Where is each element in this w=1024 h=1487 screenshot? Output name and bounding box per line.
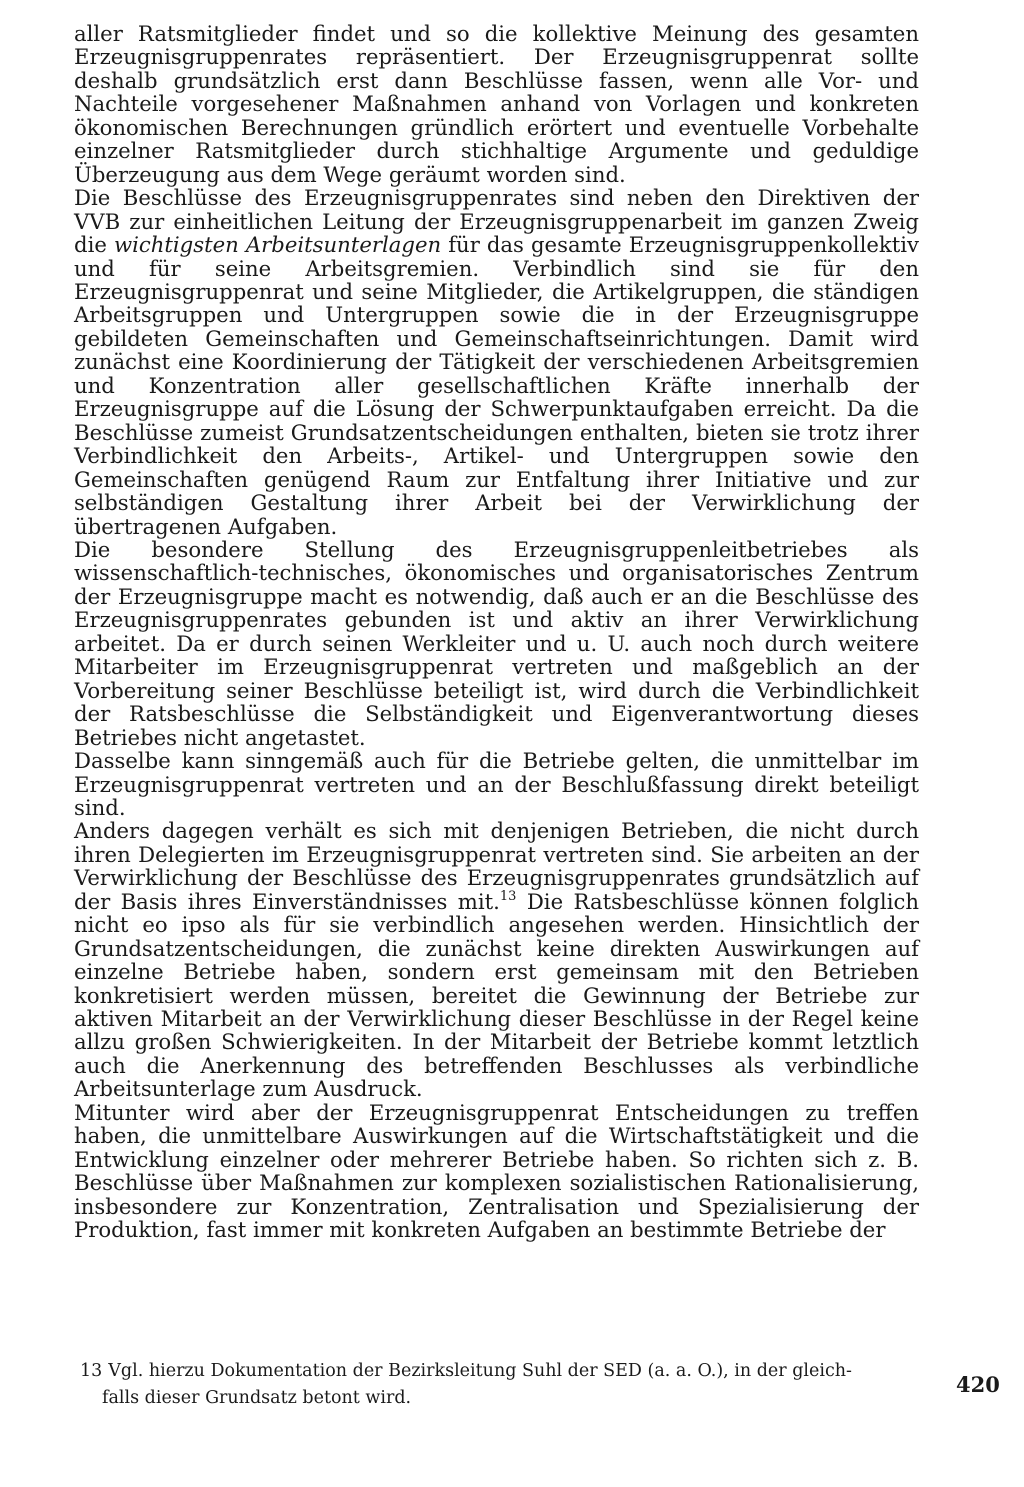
footnote-reference: 13 xyxy=(499,888,517,904)
paragraph-text: Mitunter wird aber der Erzeugnisgruppenrat Entscheidungen zu treffen haben, die unmittelbare Auswirkungen auf die Wirtschaftstätigkeit und die Entwicklung einzelner oder mehrerer Betriebe haben. So richten sich z. B. Beschlüsse über Maßnahmen zur komplexen sozialistischen Rationalisierung, insbesondere zur Konzentration, Zentralisation und Spezialisierung der Produktion, fast immer mit konkreten Aufgaben an bestimmte Betriebe der xyxy=(74,1099,919,1243)
paragraph xyxy=(74,749,919,819)
footnote-number: 13 xyxy=(80,1361,103,1381)
footnote-line-1 xyxy=(80,1358,925,1385)
footnote-line-2: falls dieser Grundsatz betont wird. xyxy=(102,1388,412,1408)
paragraph xyxy=(74,186,919,538)
page-body xyxy=(74,22,919,1242)
paragraph-text: Die besondere Stellung des Erzeugnisgruppenleitbetriebes als wissenschaftlich-technisches, ökonomisches und organisatorisches Zentrum der Erzeugnisgruppe macht es notwendig, daß auch er an die Beschlüsse des Erzeugnisgruppenrates gebunden ist und aktiv an ihrer Verwirklichung arbeitet. Da er durch seinen Werkleiter und u. U. auch noch durch weitere Mitarbeiter im Erzeugnisgruppenrat vertreten und maßgeblich an der Vorbereitung seiner Beschlüsse beteiligt ist, wird durch die Verbindlichkeit der Ratsbeschlüsse die Selbständigkeit und Eigenverantwortung dieses Betriebes nicht angetastet. xyxy=(74,536,919,750)
paragraph-text: Die Ratsbeschlüsse können folglich nicht eo ipso als für sie verbindlich angesehen werden. Hinsichtlich der Grundsatzentscheidungen, die zunächst keine direkten Auswirkungen auf einzelne Betriebe haben, sondern erst gemeinsam mit den Betrieben konkretisiert werden müssen, bereitet die Gewinnung der Betriebe zur aktiven Mitarbeit an der Verwirklichung dieser Beschlüsse in der Regel keine allzu großen Schwierigkeiten. In der Mitarbeit der Betriebe kommt letztlich auch die Anerkennung des betreffenden Beschlusses als verbindliche Arbeitsunterlage zum Ausdruck. xyxy=(74,888,919,1102)
paragraph xyxy=(74,538,919,749)
footnote-text-1: Vgl. hierzu Dokumentation der Bezirksleitung Suhl der SED (a. a. O.), in der gleich- xyxy=(108,1361,852,1381)
paragraph-text: Dasselbe kann sinngemäß auch für die Betriebe gelten, die unmittelbar im Erzeugnisgruppenrat vertreten und an der Beschlußfassung direkt beteiligt sind. xyxy=(74,748,919,820)
paragraph xyxy=(74,1101,919,1242)
paragraph-text: Die Beschlüsse des Erzeugnisgruppenrates sind neben den Direktiven der VVB zur einheitlichen Leitung der Erzeugnisgruppenarbeit im ganzen Zweig die xyxy=(74,185,919,258)
body-text xyxy=(74,22,919,1242)
paragraph-text: aller Ratsmitglieder findet und so die kollektive Meinung des gesamten Erzeugnisgruppenrates repräsentiert. Der Erzeugnisgruppenrat sollte deshalb grundsätzlich erst dann Beschlüsse fassen, wenn alle Vor- und Nachteile vorgesehener Maßnahmen anhand von Vorlagen und konkreten ökonomischen Berechnungen gründlich erörtert und eventuelle Vorbehalte einzelner Ratsmitglieder durch stichhaltige Argumente und geduldige Überzeugung aus dem Wege geräumt worden sind. xyxy=(74,21,919,187)
paragraph-text: für das gesamte Erzeugnisgruppenkollektiv und für seine Arbeitsgremien. Verbindlich sind sie für den Erzeugnisgruppenrat und seine Mitglieder, die Artikelgruppen, die ständigen Arbeitsgruppen und Untergruppen sowie die in der Erzeugnisgruppe gebildeten Gemeinschaften und Gemeinschaftseinrichtungen. Damit wird zunächst eine Koordinierung der Tätigkeit der verschiedenen Arbeitsgremien und Konzentration aller gesellschaftlichen Kräfte innerhalb der Erzeugnisgruppe auf die Lösung der Schwerpunktaufgaben erreicht. Da die Beschlüsse zumeist Grundsatzentscheidungen enthalten, bieten sie trotz ihrer Verbindlichkeit den Arbeits-, Artikel- und Untergruppen sowie den Gemeinschaften genügend Raum zur Entfaltung ihrer Initiative und zur selbständigen Gestaltung ihrer Arbeit bei der Verwirklichung der übertragenen Aufgaben. xyxy=(74,232,920,539)
paragraph-text: Anders dagegen verhält es sich mit denjenigen Betrieben, die nicht durch ihren Delegierten im Erzeugnisgruppenrat vertreten sind. Sie arbeiten an der Verwirklichung der Beschlüsse des Erzeugnisgruppenrates grundsätzlich auf der Basis ihres Einverständnisses mit. xyxy=(74,818,919,914)
paragraph xyxy=(74,819,919,1100)
footnote xyxy=(80,1358,925,1412)
emphasis-text: wichtigsten Arbeitsunterlagen xyxy=(113,232,442,258)
page-number: 420 xyxy=(956,1372,1000,1397)
paragraph xyxy=(74,22,919,186)
